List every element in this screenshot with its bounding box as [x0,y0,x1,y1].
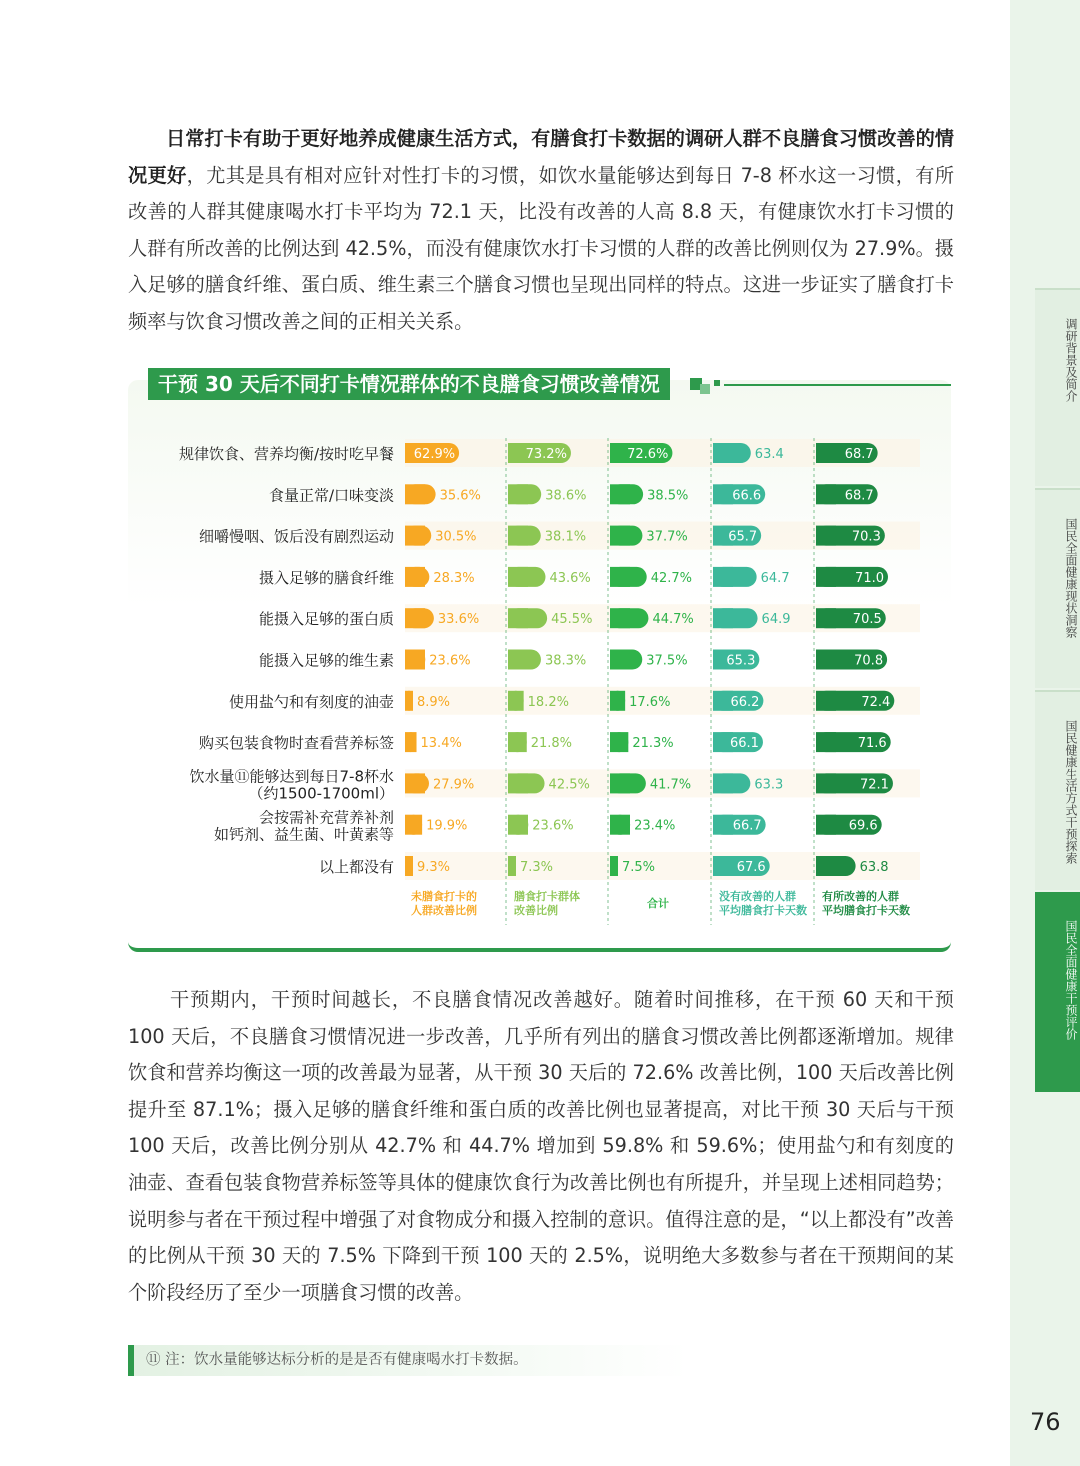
chart-title: 干预 30 天后不同打卡情况群体的不良膳食习惯改善情况 [148,368,670,400]
bar-value-label: 38.3% [544,653,587,669]
bar-value-label: 30.5% [435,529,477,545]
category-label: 细嚼慢咽、饭后没有剧烈运动 [198,527,394,546]
bar-value-label: 70.3 [851,529,881,545]
bar-cap [610,526,630,546]
category-label: 会按需补充营养补剂 [258,808,394,827]
bar-value-label: 72.4 [861,694,891,710]
bar-cap [405,815,422,835]
bar-cap [405,484,425,504]
legend-label: 膳食打卡群体 [514,890,580,903]
bar-cap [816,484,836,504]
bar-cap [610,856,618,876]
bar-value-label: 7.5% [622,860,656,875]
legend-label: 未膳食打卡的 [411,890,477,903]
bar-value-label: 28.3% [433,570,475,586]
bar-cap [713,484,733,504]
bar-cap [816,815,836,835]
bar-value-label: 64.7 [760,570,790,586]
bar-value-label: 66.6 [732,488,762,504]
bar-cap [405,856,413,876]
bar-cap [816,856,836,876]
legend-label: 改善比例 [514,904,558,917]
bar-value-label: 37.5% [646,653,688,669]
bar-cap [713,856,733,876]
bar-cap [508,815,528,835]
bar-cap [508,567,528,587]
bar-cap [508,691,524,711]
bar-value-label: 73.2% [525,447,567,462]
category-label: 如钙剂、益生菌、叶黄素等 [213,825,394,844]
bar-value-label: 13.4% [420,736,462,752]
category-label: （约1500-1700ml） [248,784,394,803]
legend-label: 合计 [647,897,669,910]
sidebar-tab-background[interactable] [1035,288,1080,486]
category-label: 饮水量⑪能够达到每日7-8杯水 [189,767,394,786]
sidebar-tab-label: 国民健康生活方式干预探索 [1064,720,1078,864]
bar-cap [610,650,630,670]
category-label: 摄入足够的膳食纤维 [258,568,394,587]
bar-value-label: 38.6% [545,488,587,504]
sidebar-tab-health-status[interactable] [1035,488,1080,688]
bar-cap [816,650,836,670]
bar-value-label: 71.0 [855,570,884,586]
bar-cap [816,773,836,793]
bar-cap [508,608,528,628]
bar-value-label: 23.6% [429,653,471,669]
bar-value-label: 65.7 [728,529,758,545]
bar-cap [816,526,836,546]
intro-paragraph [128,121,954,341]
category-label: 购买包装食物时查看营养标签 [198,734,394,753]
bar-value-label: 17.6% [629,694,671,710]
bar-value-label: 35.6% [439,488,481,504]
bar-value-label: 63.3 [754,777,784,793]
bar-value-label: 69.6 [848,818,878,834]
bar-value-label: 23.4% [634,818,676,834]
bar-value-label: 9.3% [417,860,451,875]
bar-cap [816,443,836,463]
bar-value-label: 66.7 [732,818,762,834]
legend-label: 平均膳食打卡天数 [822,904,910,917]
category-label: 能摄入足够的维生素 [258,651,394,670]
category-label: 使用盐勺和有刻度的油壶 [228,692,394,711]
sidebar-tab-label: 国民全面健康现状洞察 [1064,518,1078,638]
bar-value-label: 72.1 [859,777,889,793]
bar-cap [405,650,425,670]
bar-value-label: 63.4 [754,447,784,462]
bar-cap [405,732,417,752]
bar-cap [508,526,528,546]
bar-value-label: 37.7% [646,529,688,545]
legend-label: 平均膳食打卡天数 [719,904,807,917]
bar-cap [713,567,733,587]
bar-value-label: 18.2% [527,694,569,710]
bar-cap [508,484,528,504]
bar-value-label: 23.6% [532,818,574,834]
bar-cap [610,691,625,711]
bar-cap [610,608,630,628]
bar-cap [713,608,733,628]
bar-chart [128,420,951,940]
bar-cap [816,608,836,628]
legend-label: 有所改善的人群 [822,890,899,903]
sidebar-tab-label: 调研背景及简介 [1064,318,1078,402]
bar-cap [610,815,630,835]
category-label: 规律饮食、营养均衡/按时吃早餐 [178,445,394,463]
bar-cap [405,608,425,628]
bar-cap [816,732,836,752]
bar-value-label: 38.1% [544,529,587,545]
bar-value-label: 71.6 [857,736,887,752]
category-label: 以上都没有 [318,858,394,876]
bar-value-label: 7.3% [520,860,554,875]
bar-value-label: 66.2 [730,694,760,710]
bar-value-label: 65.3 [726,653,756,669]
category-label: 食量正常/口味变淡 [268,486,394,505]
bar-value-label: 72.6% [627,447,669,462]
bar-cap [816,691,836,711]
bar-cap [713,443,733,463]
bar-value-label: 63.8 [859,860,889,875]
bar-value-label: 68.7 [844,488,874,504]
bar-cap [610,484,630,504]
legend-label: 没有改善的人群 [719,890,796,903]
sidebar-tab-label: 国民全面健康干预评价 [1064,920,1078,1040]
analysis-paragraph: 干预期内，干预时间越长，不良膳食情况改善越好。随着时间推移，在干预 60 天和干预 100 天后，不良膳食习惯情况进一步改善，几乎所有列出的膳食习惯改善比例都逐渐增加。规律饮食和营养均衡这一项的改善最为显著，从干预 30 天后的 72.6% 改善比例，100 天后改善比例提升至 87.1%；摄入足够的膳食纤维和蛋白质的改善比例也显著提高，对比干预 30 天后与干预 100 天后，改善比例分别从 42.7% 和 44.7% 增加到 59.8% 和 59.6%；使用盐勺和有刻度的油壶、查看包装食物营养标签等具体的健康饮食行为改善比例也有所提升，并呈现上述相同趋势；说明参与者在干预过程中增强了对食物成分和摄入控制的意识。值得注意的是，“以上都没有”改善的比例从干预 30 天的 7.5% 下降到干预 100 天的 2.5%，说明绝大多数参与者在干预期间的某个阶段经历了至少一项膳食习惯的改善。 [128,988,954,1304]
bar-cap [713,773,733,793]
bar-cap [610,732,628,752]
bar-cap [508,650,528,670]
bar-value-label: 21.8% [530,736,573,752]
bar-value-label: 42.5% [548,777,590,793]
bar-value-label: 64.9 [761,612,791,628]
title-rule [724,384,951,386]
bar-cap [405,691,413,711]
title-decoration-icon [690,378,724,396]
bar-value-label: 44.7% [652,612,694,628]
bar-value-label: 8.9% [417,694,451,710]
bar-value-label: 38.5% [647,488,689,504]
bar-value-label: 33.6% [437,612,480,628]
bar-cap [610,773,630,793]
bar-cap [713,815,733,835]
sidebar-tab-evaluation[interactable] [1035,892,1080,1092]
bar-cap [610,567,630,587]
category-label: 能摄入足够的蛋白质 [258,610,394,629]
bar-value-label: 66.1 [729,736,759,752]
bar-cap [508,732,527,752]
intro-bold: 日常打卡有助于更好地养成健康生活方式，有膳食打卡数据的调研人群不良膳食习惯改善的情况更好 [128,127,954,187]
bar-value-label: 27.9% [432,777,475,793]
bar-cap [405,567,425,587]
bar-value-label: 43.6% [549,570,591,586]
legend-label: 人群改善比例 [411,904,477,917]
bar-value-label: 21.3% [632,736,674,752]
bar-value-label: 70.8 [854,653,884,669]
bar-cap [405,773,425,793]
bar-cap [508,856,516,876]
bar-value-label: 68.7 [844,447,874,462]
bar-value-label: 42.7% [650,570,693,586]
bar-value-label: 41.7% [649,777,692,793]
sidebar-tab-lifestyle[interactable] [1035,690,1080,890]
bar-value-label: 67.6 [736,860,766,875]
footnote: ⑪ 注：饮水量能够达标分析的是是否有健康喝水打卡数据。 [128,1345,688,1376]
bar-value-label: 45.5% [551,612,593,628]
bar-value-label: 62.9% [413,447,456,462]
intro-rest: ，尤其是具有相对应针对性打卡的习惯，如饮水量能够达到每日 7-8 杯水这一习惯，有所改善的人群其健康喝水打卡平均为 72.1 天，比没有改善的人高 8.8 天，有健康饮水打卡习惯的人群有所改善的比例达到 42.5%，而没有健康饮水打卡习惯的人群的改善比例则仅为 27.9%。摄入足够的膳食纤维、蛋白质、维生素三个膳食习惯也呈现出同样的特点。这进一步证实了膳食打卡频率与饮食习惯改善之间的正相关关系。 [128,163,955,333]
bar-cap [508,773,528,793]
bar-cap [816,567,836,587]
bar-cap [405,526,425,546]
page-number: 76 [1030,1408,1061,1436]
bar-value-label: 70.5 [852,612,882,628]
bar-value-label: 19.9% [426,818,468,834]
